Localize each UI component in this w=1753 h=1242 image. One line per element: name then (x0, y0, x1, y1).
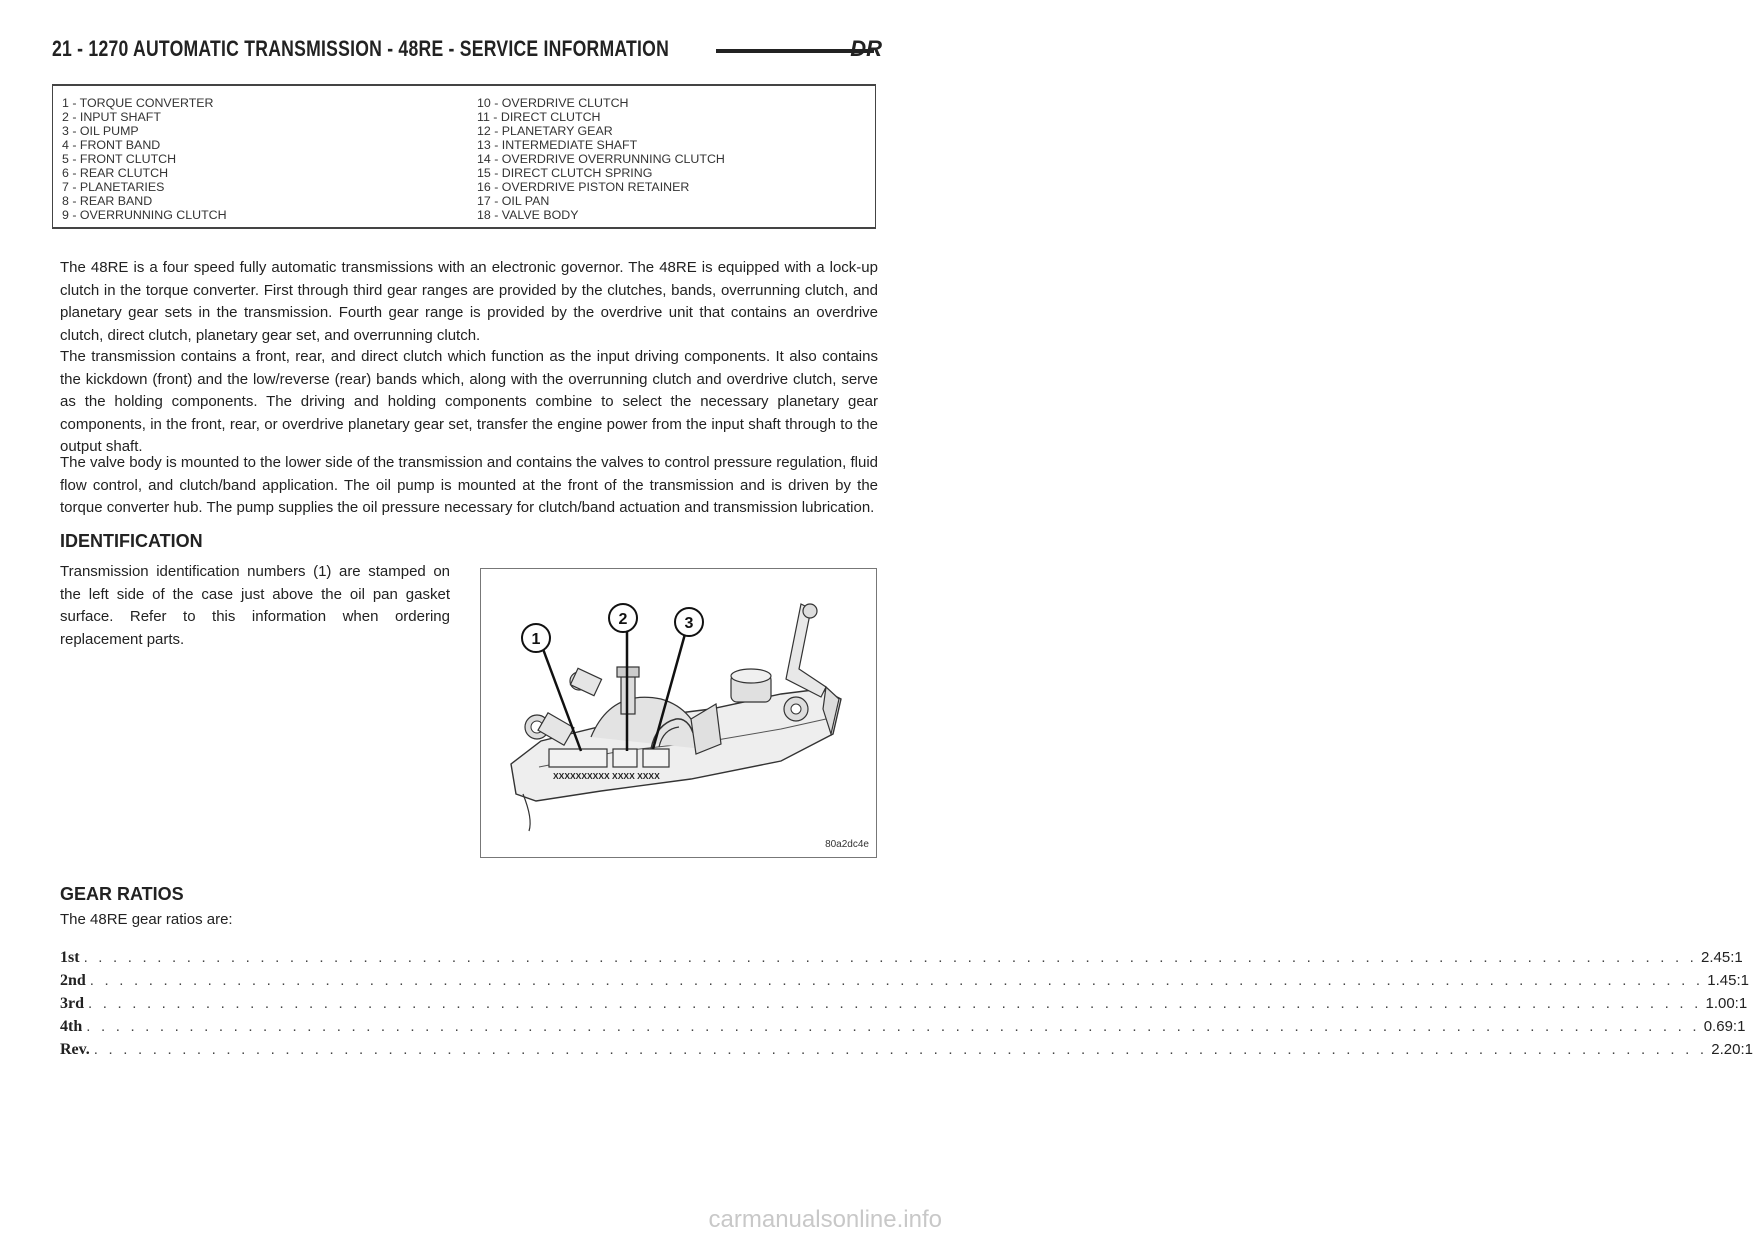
callout-2: 2 (618, 611, 628, 628)
stamp-label: XXXXXXXXXX XXXX XXXX (553, 771, 660, 781)
legend-column-left (62, 96, 227, 222)
valve-body-paragraph: The valve body is mounted to the lower side of the transmission and contains the valves to control pressure regulation, fluid flow control, and clutch/band application. The oil pump is mounted at the front of the transmission and is driven by the torque converter hub. The pump supplies the oil pressure necessary for clutch/band actuation and transmission lubrication. (60, 454, 878, 516)
gear-ratio-row (60, 972, 1749, 994)
identification-heading: IDENTIFICATION (60, 531, 203, 551)
components-paragraph: The transmission contains a front, rear, and direct clutch which function as the input driving components. It also contains the kickdown (front) and the low/reverse (rear) bands which, along with the overrunning clutch and overdrive clutch, serve as the holding components. The driving and holding components combine to select the necessary planetary gear components, in the front, rear, or overdrive planetary gear set, transfer the engine power from the input shaft through to the output shaft. (60, 348, 878, 455)
legend-item: 9 - OVERRUNNING CLUTCH (62, 208, 227, 222)
intro-paragraph: The 48RE is a four speed fully automatic transmissions with an electronic governor. The 48RE is equipped with a lock-up clutch in the torque converter. First through third gear ranges are provided by the clutches, bands, overrunning clutch, and planetary gear sets in the transmission. Fourth gear range is provided by the overdrive unit that contains an overdrive clutch, direct clutch, planetary gear set, and overrunning clutch. (60, 259, 878, 344)
legend-item: 1 - TORQUE CONVERTER (62, 96, 214, 110)
legend-item: 7 - PLANETARIES (62, 180, 165, 194)
gear-ratio-value: 2.20:1 (1711, 1041, 1753, 1058)
dot-leader: . . . . . . . . . . . . . . . . . . . . . . . . . . . . . . . . . . . . . . . . . . . . . . . . . . . . . . . . . . . . . . . . . . . . . . . . . . . . . . . . . . . . . . . . . . . . . . . . . . . . . . . . . . . . . . (93, 1041, 1708, 1058)
gear-label: 1st (60, 949, 80, 966)
legend-item: 10 - OVERDRIVE CLUTCH (477, 96, 629, 110)
gear-ratio-row (60, 949, 1743, 971)
gear-ratios-intro: The 48RE gear ratios are: (60, 911, 233, 928)
legend-item: 11 - DIRECT CLUTCH (477, 110, 601, 124)
gear-label: 2nd (60, 972, 86, 989)
legend-item: 2 - INPUT SHAFT (62, 110, 161, 124)
legend-item: 8 - REAR BAND (62, 194, 153, 208)
gear-ratio-row (60, 995, 1748, 1017)
section-code: DR (850, 36, 882, 61)
gear-ratios-heading: GEAR RATIOS (60, 884, 184, 904)
figure-code: 80a2dc4e (825, 839, 869, 850)
legend-item: 16 - OVERDRIVE PISTON RETAINER (477, 180, 690, 194)
legend-item: 14 - OVERDRIVE OVERRUNNING CLUTCH (477, 152, 725, 166)
watermark: carmanualsonline.info (708, 1206, 942, 1233)
legend-item: 5 - FRONT CLUTCH (62, 152, 177, 166)
callout-3: 3 (684, 615, 694, 632)
legend-column-right (477, 96, 725, 222)
legend-item: 17 - OIL PAN (477, 194, 550, 208)
gear-label: Rev. (60, 1041, 90, 1058)
gear-ratio-row (60, 1018, 1746, 1040)
legend-item: 15 - DIRECT CLUTCH SPRING (477, 166, 653, 180)
legend-item: 12 - PLANETARY GEAR (477, 124, 613, 138)
dot-leader: . . . . . . . . . . . . . . . . . . . . . . . . . . . . . . . . . . . . . . . . . . . . . . . . . . . . . . . . . . . . . . . . . . . . . . . . . . . . . . . . . . . . . . . . . . . . . . . . . . . . . . . . . . . . . . (83, 949, 1698, 966)
gear-label: 4th (60, 1018, 83, 1035)
gear-ratio-value: 2.45:1 (1701, 949, 1743, 966)
page-header (52, 36, 882, 70)
dot-leader: . . . . . . . . . . . . . . . . . . . . . . . . . . . . . . . . . . . . . . . . . . . . . . . . . . . . . . . . . . . . . . . . . . . . . . . . . . . . . . . . . . . . . . . . . . . . . . . . . . . . . . . . . . . . . . (86, 1018, 1700, 1035)
dot-leader: . . . . . . . . . . . . . . . . . . . . . . . . . . . . . . . . . . . . . . . . . . . . . . . . . . . . . . . . . . . . . . . . . . . . . . . . . . . . . . . . . . . . . . . . . . . . . . . . . . . . . . . . . . . . . . (88, 995, 1702, 1012)
legend-item: 4 - FRONT BAND (62, 138, 161, 152)
transmission-case-illustration (481, 569, 878, 859)
gear-ratio-value: 1.45:1 (1707, 972, 1749, 989)
gear-ratio-row (60, 1041, 1753, 1063)
identification-text: Transmission identification numbers (1) are stamped on the left side of the case just above the oil pan gasket surface. Refer to this information when ordering replacement parts. (60, 563, 450, 648)
gear-label: 3rd (60, 995, 84, 1012)
gear-ratio-value: 1.00:1 (1705, 995, 1748, 1012)
dot-leader: . . . . . . . . . . . . . . . . . . . . . . . . . . . . . . . . . . . . . . . . . . . . . . . . . . . . . . . . . . . . . . . . . . . . . . . . . . . . . . . . . . . . . . . . . . . . . . . . . . . . . . . . . . . . . . (89, 972, 1704, 989)
legend-box (52, 84, 876, 229)
callout-1: 1 (531, 631, 541, 648)
legend-item: 6 - REAR CLUTCH (62, 166, 169, 180)
legend-item: 3 - OIL PUMP (62, 124, 139, 138)
gear-ratio-value: 0.69:1 (1703, 1018, 1746, 1035)
legend-item: 13 - INTERMEDIATE SHAFT (477, 138, 638, 152)
legend-item: 18 - VALVE BODY (477, 208, 579, 222)
identification-figure (480, 568, 877, 858)
page-title: 21 - 1270 AUTOMATIC TRANSMISSION - 48RE - SERVICE INFORMATION (52, 36, 670, 61)
